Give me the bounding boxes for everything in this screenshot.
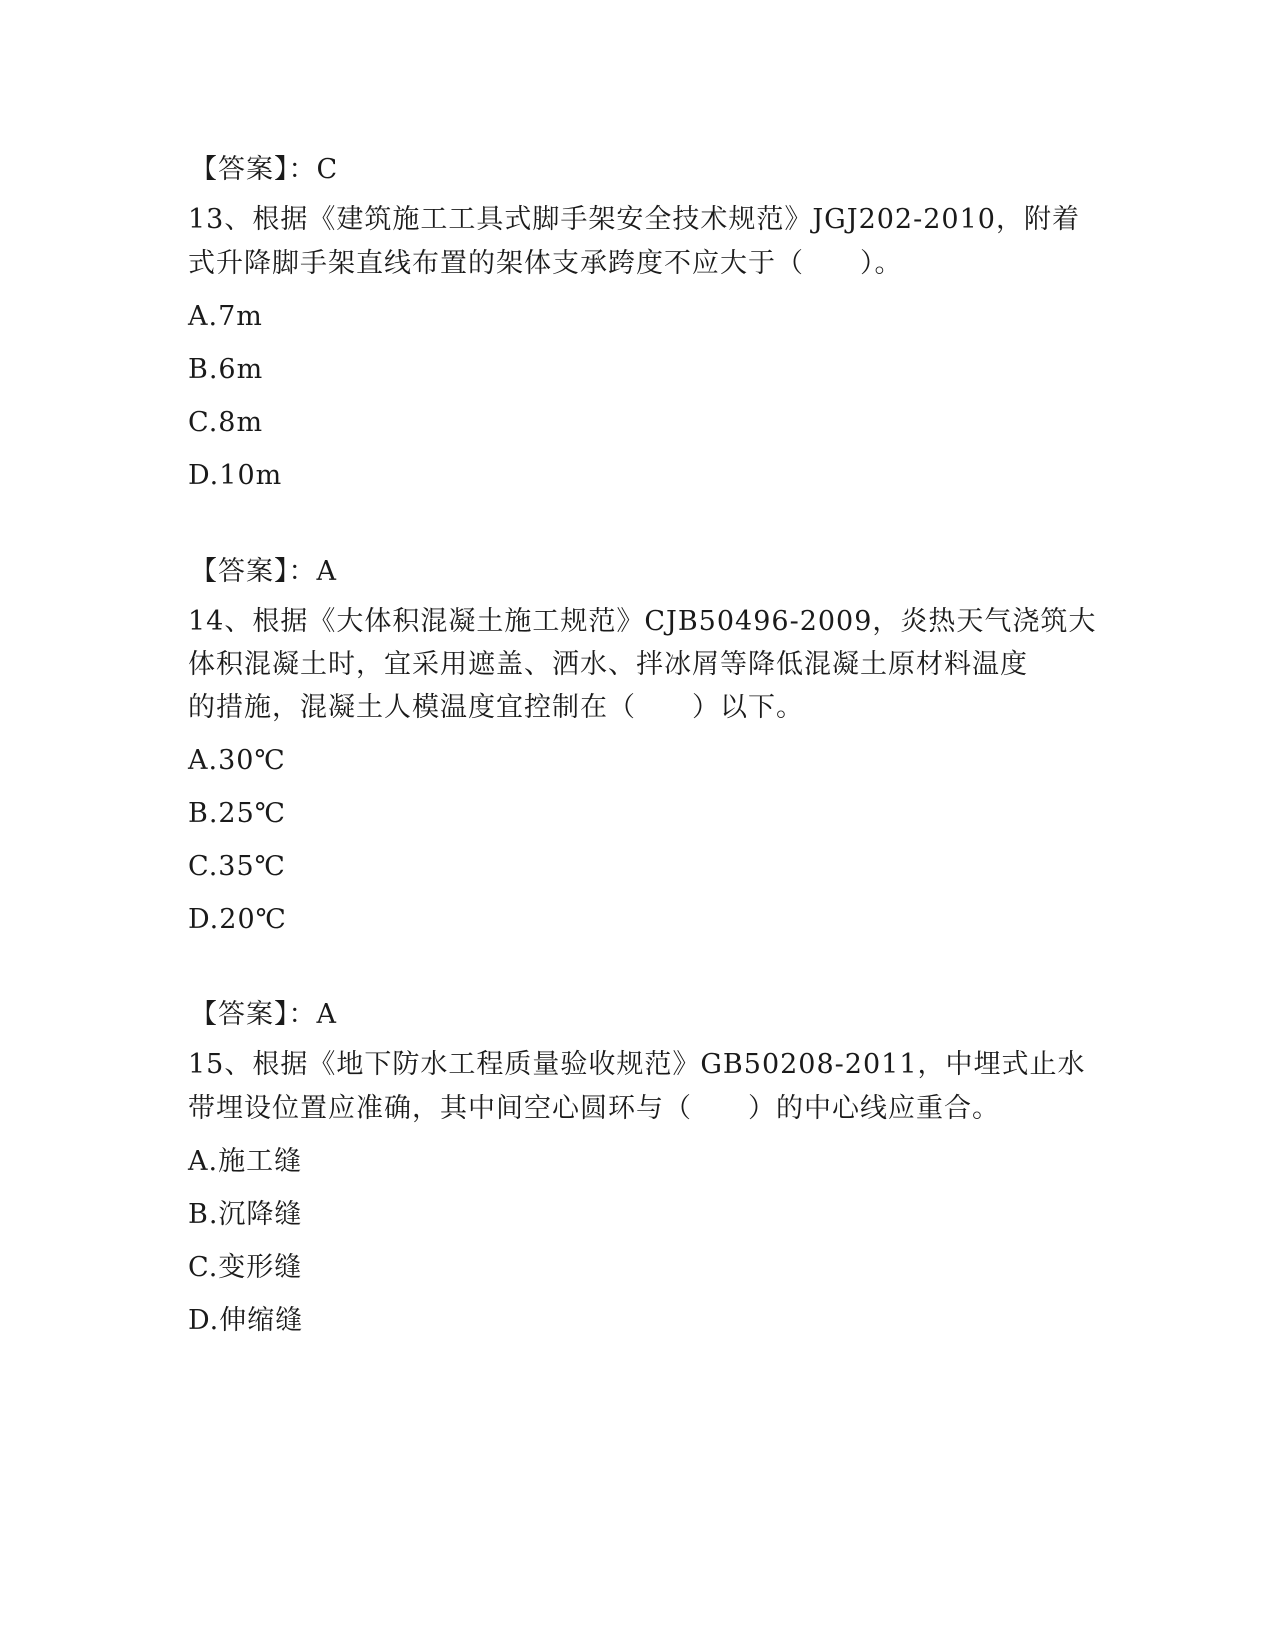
question-15-line-1: 15、根据《地下防水工程质量验收规范》GB50208-2011，中埋式止水 <box>188 1049 1086 1080</box>
question-15-line-2: 带埋设位置应准确，其中间空心圆环与（ ）的中心线应重合。 <box>188 1093 1000 1124</box>
answer-q13: 【答案】：A <box>190 556 337 587</box>
option-c: C.8m <box>188 407 264 438</box>
question-13-line-1: 13、根据《建筑施工工具式脚手架安全技术规范》JGJ202-2010，附着 <box>188 204 1080 235</box>
answer-q14: 【答案】：A <box>190 999 337 1030</box>
option-c: C.35℃ <box>188 851 286 882</box>
question-14-line-2: 体积混凝土时，宜采用遮盖、洒水、拌冰屑等降低混凝土原材料温度 <box>188 649 1028 680</box>
option-d: D.10m <box>188 460 283 491</box>
option-a: A.施工缝 <box>188 1146 303 1177</box>
option-d: D.伸缩缝 <box>188 1305 304 1336</box>
answer-q12: 【答案】：C <box>190 154 339 185</box>
option-c: C.变形缝 <box>188 1252 303 1283</box>
option-b: B.25℃ <box>188 798 286 829</box>
option-b: B.6m <box>188 354 264 385</box>
question-14-line-3: 的措施，混凝土人模温度宜控制在（ ）以下。 <box>188 692 804 723</box>
option-d: D.20℃ <box>188 904 287 935</box>
option-a: A.7m <box>188 301 263 332</box>
option-b: B.沉降缝 <box>188 1199 303 1230</box>
question-13-line-2: 式升降脚手架直线布置的架体支承跨度不应大于（ ）。 <box>188 248 903 279</box>
option-a: A.30℃ <box>188 745 286 776</box>
question-14-line-1: 14、根据《大体积混凝土施工规范》CJB50496-2009，炎热天气浇筑大 <box>188 606 1097 637</box>
